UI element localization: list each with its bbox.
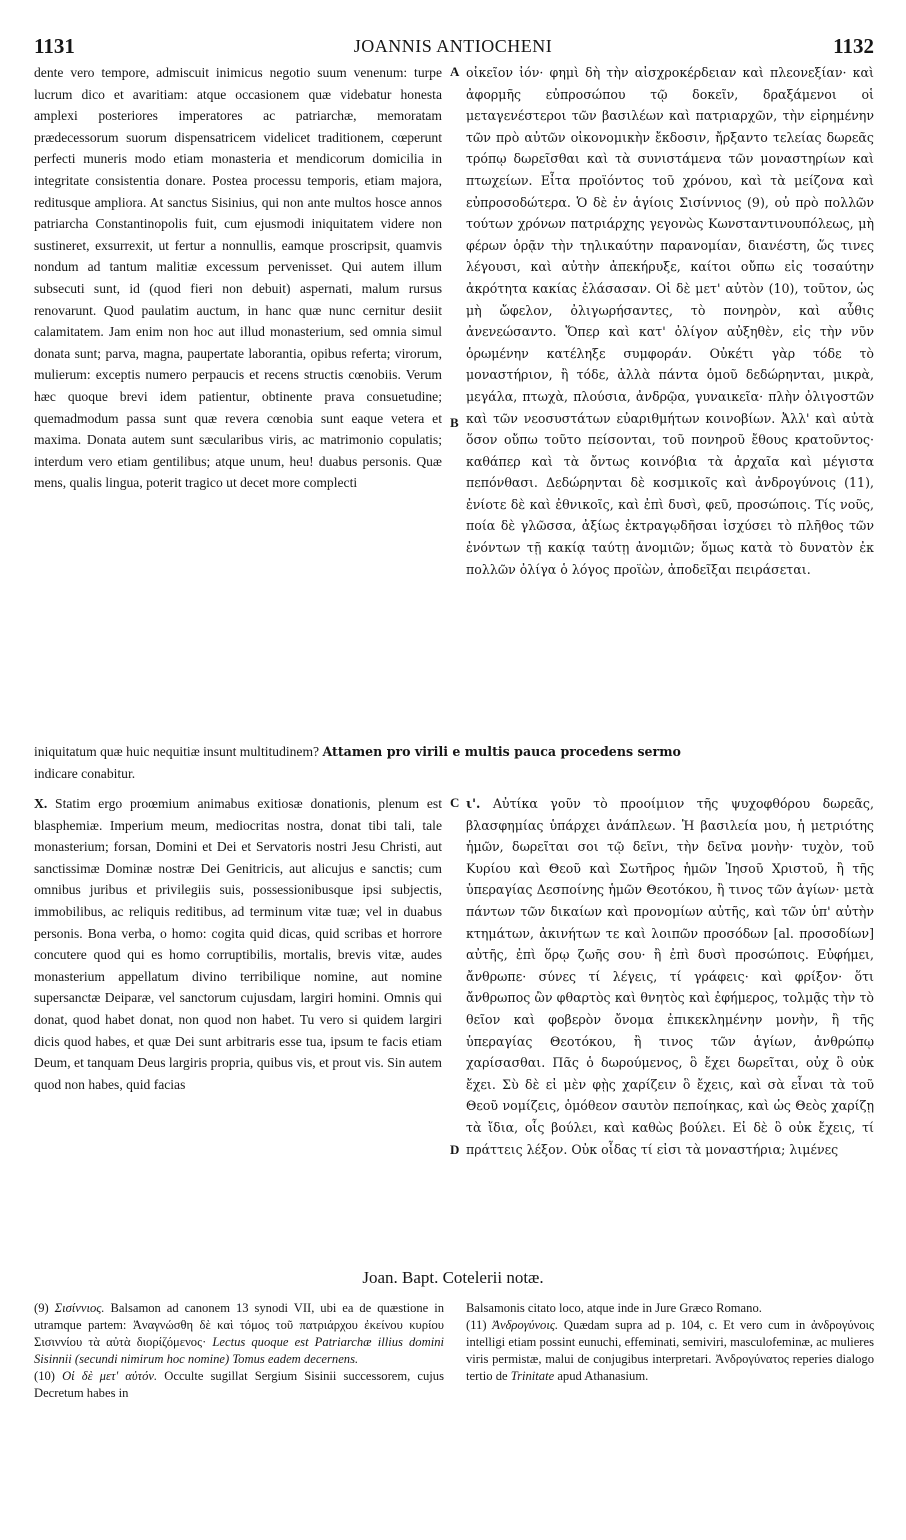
note-label: (10) bbox=[34, 1369, 55, 1383]
latin-line-bridge: indicare conabitur. bbox=[34, 765, 136, 781]
note-11 bbox=[466, 1317, 874, 1385]
full-width-line bbox=[34, 741, 874, 784]
latin-column-upper bbox=[34, 62, 442, 494]
note-label: (9) bbox=[34, 1301, 49, 1315]
section-text: Statim ergo proœmium animabus exitiosæ donationis, plenum est blasphemiæ. Imperium meum, mediocritas nostra, donat tibi tali, tale monasterium; forsan, Domini et Dei et Servatoris nostri Jesu Christi, aut sanctissimæ Dominæ nostræ Dei Genitricis, aut alicujus e sanctis; cum omnibus juribus et privilegiis suis, possessionibusque ipsi subjectis, immobilibus, ac reliquis reditibus, ad terminum vitæ tuæ; vel in duabus personis. Bona verba, o homo: cogita quid dicas, quid scribas et horrore concutere quod qui es homo corruptibilis, mortalis, brevis vitæ, audes monasterium appellatum divino terribilique nomine, aut nomine supersanctæ Deiparæ, vel sanctorum cujusdam, largiri homini. Omnis qui donat, quod habet donat, non quod non habet. Tu vero si quidem largiri dicis quod habes, et quæ Dei sunt arbitraris esse tua, ipsum te facis etiam Deum, et tanquam Deus largiris propria, quibus vis, et prout vis. Sin autem quod non habes, quid facias bbox=[34, 796, 442, 1092]
section-text: Αὐτίκα γοῦν τὸ προοίμιον τῆς ψυχοφθόρου δωρεᾶς, βλασφημίας ὑπάρχει ἀνάπλεων. Ἡ βασιλεία μου, ἡ μετριότης ἡμῶν, δωρεῖται σοι τῷ δεῖνι, τὴν δεῖνα μονὴν· τυχὸν, τοῦ Κυρίου καὶ Θεοῦ καὶ Σωτῆρος ἡμῶν Ἰησοῦ Χριστοῦ, ἢ τῆς ὑπεραγίας Δεσποίνης ἡμῶν Θεοτόκου, ἢ τινος τῶν ἁγίων· μετὰ πάντων τῶν δικαίων καὶ προνομίων αὐτῆς, καὶ τῶν ὑπ' αὐτὴν κτημάτων, ἀκινήτων τε καὶ λοιπῶν προσόδων [al. προσοδίων] αὐτῆς, ἐπὶ ὅρῳ ζωῆς σου· ἢ ἐπὶ δυσὶ προσώποις. Εὐφήμει, ἄνθρωπε· σύνες τί λέγεις, τί γράφεις· καὶ φρίξον· ὅτι ἄνθρωπος ὢν φθαρτὸς καὶ θνητὸς καὶ ἐφήμερος, τολμᾷς τὴν τὸ θεῖον καὶ φοβερὸν ὄνομα ἐπικεκλημένην μονὴν, ἢ τῆς ὑπεραγίας Θεοτόκου, ἢ τινος τῶν ἁγίων, ἀνθρώπῳ χαρίσασθαι. Πᾶς ὁ δωρούμενος, ὃ ἔχει δωρεῖται, οὐχ ὃ οὐκ ἔχει. Σὺ δὲ εἰ μὲν φῂς χαρίζειν ὃ ἔχεις, καὶ σὰ εἶναι τὰ τοῦ Θεοῦ νομίζεις, ὁμόθεον σαυτὸν πεποίηκας, καὶ ὡς Θεὸς χαρίζῃ τὰ ἴδια, οἷς βούλει, καὶ καθὼς βούλει. Εἰ δὲ ὃ οὐκ ἔχεις, τί πράττεις λέξον. Οὐκ οἶδας τί εἰσι τὰ μοναστήρια; λιμένες bbox=[466, 796, 874, 1157]
section-number: ι'. bbox=[466, 796, 481, 811]
running-header bbox=[24, 34, 882, 60]
notes-column-right bbox=[466, 1300, 874, 1385]
section-number: X. bbox=[34, 796, 48, 811]
greek-section-x bbox=[466, 793, 874, 1160]
note-text: Quædam supra ad p. 104, c. Et vero cum in ἀνδρογύνοις intelligi etiam possint eunuchi, effeminati, semiviri, masculofeminæ, ac mulieres viris permistæ, malui de conjugibus interpretari. Ἀνδρογύνατος reperies dialogo tertio de bbox=[466, 1318, 874, 1383]
note-end: apud Athanasium. bbox=[557, 1369, 649, 1383]
greek-column-upper bbox=[466, 62, 874, 580]
running-title: JOANNIS ANTIOCHENI bbox=[353, 36, 553, 56]
note-italic: Trinitate bbox=[510, 1369, 555, 1383]
note-lemma: Σισίννιος. bbox=[54, 1301, 105, 1315]
note-10 bbox=[34, 1368, 444, 1402]
latin-section-x bbox=[34, 793, 442, 1095]
page-number-right: 1132 bbox=[833, 34, 874, 58]
note-italic: Lectus quoque est Patriarchæ illius domini Sisinnii (secundi nimirum hoc nomine) Tomus eadem decernens. bbox=[34, 1335, 444, 1366]
note-text: Occulte sugillat Sergium Sisinii successorem, cujus Decretum habes in bbox=[34, 1369, 444, 1400]
page-number-left: 1131 bbox=[34, 34, 75, 58]
section-marker-b: B bbox=[450, 415, 459, 430]
note-lemma: Οἱ δὲ μετ' αὐτόν. bbox=[62, 1369, 158, 1383]
notes-column-left bbox=[34, 1300, 444, 1402]
note-9 bbox=[34, 1300, 444, 1368]
note-continuation: Balsamonis citato loco, atque inde in Jure Græco Romano. bbox=[466, 1301, 762, 1315]
notes-heading: Joan. Bapt. Cotelerii notæ. bbox=[362, 1268, 544, 1287]
note-lemma: Ἀνδρογύνοις. bbox=[492, 1318, 559, 1332]
section-marker-a: A bbox=[450, 64, 460, 79]
greek-line-translation: Attamen pro virili e multis pauca procedens sermo bbox=[322, 744, 681, 759]
greek-column-lower bbox=[466, 793, 874, 1160]
note-label: (11) bbox=[466, 1318, 487, 1332]
latin-column-lower bbox=[34, 793, 442, 1095]
note-text: Balsamon ad canonem 13 synodi VII, ubi ea de quæstione in utramque partem: Ἀναγνώσθη δὲ καὶ τόμος τοῦ πατριάρχου ἐκείνου κυρίου Σισιννίου τὰ αὐτὰ διορίζόμενος· bbox=[34, 1301, 444, 1349]
section-marker-d: D bbox=[450, 1142, 460, 1157]
section-marker-c: C bbox=[450, 795, 460, 810]
greek-paragraph: οἰκεῖον ἰόν· φημὶ δὴ τὴν αἰσχροκέρδειαν καὶ πλεονεξίαν· καὶ ἀφορμῆς εὐπροσώπου τῷ δοκεῖν, δραξάμενοι οἱ μεταγενέστεροι τῶν βασιλέων καὶ πατριαρχῶν, τὴν εἰρημένην τῶν πρὸ αὐτῶν οἰκονομικὴν ἔκδοσιν, ἤρξαντο τελείας δωρεᾶς τρόπῳ δωρεῖσθαι καὶ τὰ συνιστάμενα τῶν μοναστηρίων καὶ πτωχείων. Εἶτα προϊόντος τοῦ χρόνου, καὶ τὰ μείζονα καὶ εὐπροσοδώτερα. Ὁ δὲ ἐν ἁγίοις Σισίννιος (9), οὐ πρὸ πολλῶν τούτων χρόνων πατριάρχης γεγονὼς Κωνσταντινουπόλεως, μὴ φέρων ὁρᾷν τὴν τηλικαύτην παρανομίαν, διανέστη, ὥς τινες λέγουσι, καὶ αὐτὴν ἀπεκήρυξε, καίτοι οὔπω εἰς τοσαύτην ἀκρότητα κακίας ἐλάσασαν. Οἱ δὲ μετ' αὐτὸν (10), τοῦτον, ὡς μὴ ὤφελον, ὀλιγωρήσαντες, τὸ πονηρὸν, καὶ αὖθις ἀνενεώσαντο. Ὅπερ καὶ κατ' ὀλίγον αὐξηθὲν, εἰς τὴν νῦν ὁρωμένην κατέληξε συμφοράν. Οὐκέτι γὰρ τόδε τὸ μοναστήριον, ἢ τόδε, ἀλλὰ πάντα ὁμοῦ δεδώρηνται, μικρὰ, μεγάλα, πτωχὰ, πλούσια, ἀνδρῷα, γυναικεῖα· πλὴν ὀλιγοστῶν καὶ τῶν νεοσυστάτων εὐαριθμήτων κοινοβίων. Ἀλλ' καὶ αὐτὰ ὅσον οὔπω τοῦτο πείσονται, τοῦ πονηροῦ ἔθους κρατοῦντος· καθάπερ καὶ τὰ ὄντως κοινόβια τὰ ἀρχαῖα καὶ μέγιστα πεπόνθασι. Δεδώρηνται δὲ κοσμικοῖς καὶ ἀνδρογύνοις (11), ἐνίοτε δὲ καὶ ἐθνικοῖς, καὶ ἐπὶ δυσὶ, φεῦ, προσώποις. Τίς νοῦς, ποία δὲ γλῶσσα, ἀξίως ἐκτραγῳδῆσαι ἰσχύσει τὸ πλῆθος τῶν ἐνόντων τῇ κακίᾳ ταύτῃ ἀνομιῶν; ὅμως κατὰ τὸ δυνατὸν ἐκ πολλῶν ὀλίγα ὁ λόγος προϊὼν, ἀποδεῖξαι πειράσεται. bbox=[466, 65, 874, 577]
latin-line-end: iniquitatum quæ huic nequitiæ insunt multitudinem? bbox=[34, 744, 320, 759]
latin-paragraph: dente vero tempore, admiscuit inimicus negotio suum venenum: turpe lucrum dico et avaritiam: atque occasionem quæ videbatur honesta amplexi posteriores imperatores ac patriarchæ, memoratam prædecessorum suorum dispensatricem videlicet traditionem, cœperunt perfecti muneris modo etiam monasteria et mendicorum domicilia in integritate consistentia donare. Postea processu temporis, etiam majora, reditusque ampliora. At sanctus Sisinius, qui non ante multos hosce annos patriarcha Constantinopolis fuit, cum ejusmodi iniquitatem videre non sustineret, exsurrexit, ut fertur a nonnullis, eamque proscripsit, quamvis nondum ad tantum malitiæ excessum pervenisset. Qui autem illum subsecuti sunt, id (quod fieri non debuit) aspernati, malum rursus renovarunt. Quod paulatim auctum, in hanc quæ nunc cernitur desiit calamitatem. Jam enim non hoc aut illud monasterium, sed omnia simul donata sunt; parva, magna, paupertate laborantia, opibus referta; virorum, mulierum: exceptis numero perpaucis et recens structis cœnobiis. Verum hæc quoque brevi idem patientur, obtinente prava consuetudine; quemadmodum passa sunt quæ revera cœnobia sunt eaque vetera et maxima. Donata autem sunt sæcularibus viris, ac matrimonio copulatis; interdum vero etiam gentilibus; atque unum, heu! duabus personis. Quæ mens, qualis lingua, poterit tragico ut decet more complecti bbox=[34, 65, 442, 491]
